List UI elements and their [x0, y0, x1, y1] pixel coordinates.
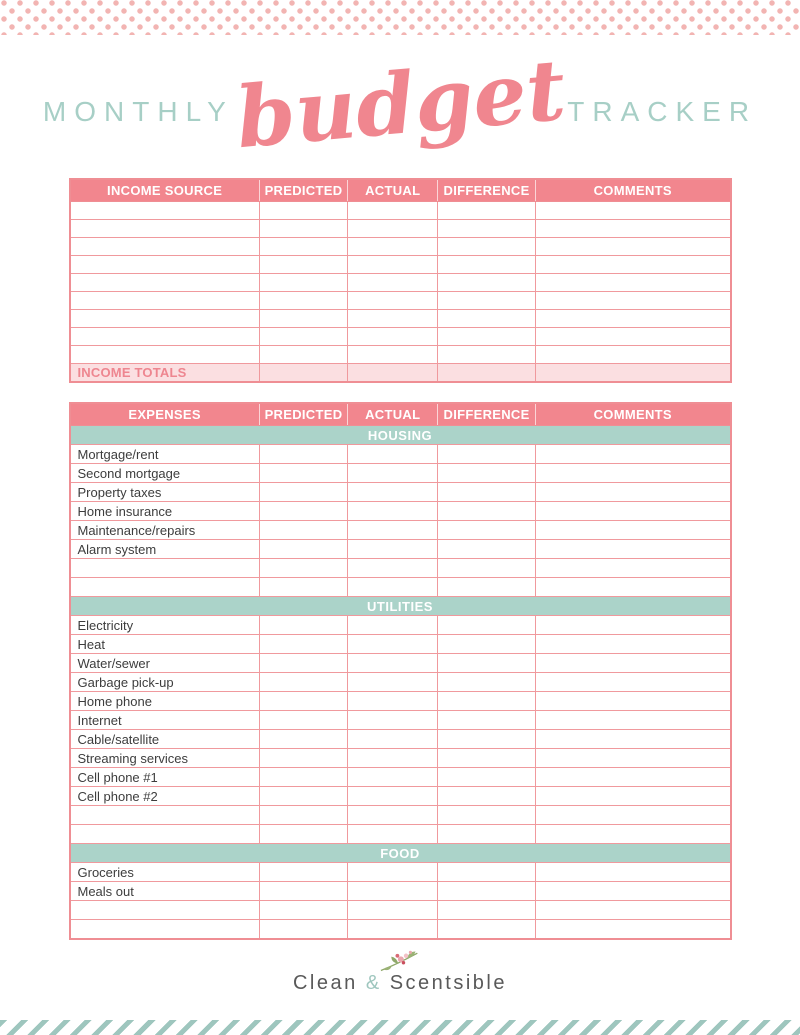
- value-cell: [535, 635, 730, 654]
- brand-ampersand: &: [365, 972, 382, 994]
- value-cell: [438, 749, 536, 768]
- expense-empty-row: [70, 559, 731, 578]
- income-header-comments: COMMENTS: [535, 179, 730, 202]
- expense-header-expenses: EXPENSES: [70, 403, 260, 426]
- value-cell: [438, 673, 536, 692]
- expense-item-row: [70, 730, 731, 749]
- value-cell: [535, 711, 730, 730]
- table-gap: [69, 383, 732, 402]
- label-cell: [70, 274, 260, 292]
- value-cell: [348, 346, 438, 364]
- value-cell: [438, 364, 536, 383]
- expense-header-predicted: PREDICTED: [259, 403, 348, 426]
- label-cell: Meals out: [70, 882, 260, 901]
- value-cell: [348, 238, 438, 256]
- value-cell: [535, 692, 730, 711]
- value-cell: [438, 806, 536, 825]
- value-cell: [259, 673, 348, 692]
- value-cell: [348, 292, 438, 310]
- label-cell: Property taxes: [70, 483, 260, 502]
- label-cell: Second mortgage: [70, 464, 260, 483]
- value-cell: [535, 654, 730, 673]
- value-cell: [259, 202, 348, 220]
- value-cell: [348, 521, 438, 540]
- value-cell: [438, 464, 536, 483]
- label-cell: Home insurance: [70, 502, 260, 521]
- value-cell: [348, 882, 438, 901]
- label-cell: [70, 220, 260, 238]
- value-cell: [259, 882, 348, 901]
- income-header-actual: ACTUAL: [348, 179, 438, 202]
- value-cell: [535, 310, 730, 328]
- value-cell: [438, 328, 536, 346]
- income-empty-row: [70, 238, 731, 256]
- value-cell: [438, 901, 536, 920]
- value-cell: [535, 806, 730, 825]
- value-cell: [259, 445, 348, 464]
- brand-word-clean: Clean: [292, 972, 358, 994]
- brand-name: [293, 972, 507, 995]
- label-cell: [70, 328, 260, 346]
- value-cell: [348, 901, 438, 920]
- value-cell: [348, 364, 438, 383]
- value-cell: [259, 328, 348, 346]
- label-cell: [70, 346, 260, 364]
- expense-header-difference: DIFFERENCE: [438, 403, 536, 426]
- value-cell: [348, 328, 438, 346]
- page-title: [0, 35, 800, 177]
- label-cell: Home phone: [70, 692, 260, 711]
- brand-word-scentsible: Scentsible: [389, 972, 507, 994]
- value-cell: [535, 292, 730, 310]
- value-cell: [348, 673, 438, 692]
- expense-item-row: [70, 540, 731, 559]
- budget-sheet: [69, 178, 732, 940]
- income-empty-row: [70, 274, 731, 292]
- value-cell: [535, 787, 730, 806]
- expense-item-row: [70, 882, 731, 901]
- section-banner-label: UTILITIES: [70, 597, 731, 616]
- value-cell: [259, 768, 348, 787]
- label-cell: [70, 202, 260, 220]
- value-cell: [259, 616, 348, 635]
- value-cell: [535, 464, 730, 483]
- value-cell: [348, 502, 438, 521]
- value-cell: [535, 673, 730, 692]
- title-monthly: MONTHLY: [42, 96, 234, 127]
- value-cell: [535, 346, 730, 364]
- label-cell: Garbage pick-up: [70, 673, 260, 692]
- value-cell: [259, 654, 348, 673]
- brand-footer: [0, 948, 800, 995]
- value-cell: [438, 220, 536, 238]
- income-header-source: INCOME SOURCE: [70, 179, 260, 202]
- diagonal-stripe-border: [0, 1020, 800, 1035]
- expense-item-row: [70, 464, 731, 483]
- label-cell: Mortgage/rent: [70, 445, 260, 464]
- label-cell: Cell phone #2: [70, 787, 260, 806]
- income-empty-row: [70, 346, 731, 364]
- polka-dot-border: [0, 0, 800, 35]
- expense-table: [69, 402, 732, 940]
- value-cell: [259, 749, 348, 768]
- income-empty-row: [70, 328, 731, 346]
- value-cell: [259, 806, 348, 825]
- income-empty-row: [70, 310, 731, 328]
- income-header-difference: DIFFERENCE: [438, 179, 536, 202]
- value-cell: [438, 730, 536, 749]
- value-cell: [438, 274, 536, 292]
- value-cell: [348, 730, 438, 749]
- label-cell: Heat: [70, 635, 260, 654]
- value-cell: [438, 292, 536, 310]
- label-cell: [70, 310, 260, 328]
- value-cell: [438, 654, 536, 673]
- income-header-predicted: PREDICTED: [259, 179, 348, 202]
- expense-item-row: [70, 483, 731, 502]
- value-cell: [348, 768, 438, 787]
- section-banner-label: HOUSING: [70, 426, 731, 445]
- label-cell: [70, 806, 260, 825]
- value-cell: [259, 711, 348, 730]
- value-cell: [438, 825, 536, 844]
- value-cell: [348, 202, 438, 220]
- value-cell: [535, 502, 730, 521]
- value-cell: [348, 464, 438, 483]
- value-cell: [438, 882, 536, 901]
- expense-item-row: [70, 521, 731, 540]
- value-cell: [348, 635, 438, 654]
- value-cell: [438, 238, 536, 256]
- income-empty-row: [70, 256, 731, 274]
- label-cell: Cell phone #1: [70, 768, 260, 787]
- value-cell: [438, 310, 536, 328]
- value-cell: [348, 749, 438, 768]
- expense-item-row: [70, 692, 731, 711]
- label-cell: Streaming services: [70, 749, 260, 768]
- value-cell: [348, 483, 438, 502]
- value-cell: [348, 863, 438, 882]
- value-cell: [348, 806, 438, 825]
- value-cell: [259, 787, 348, 806]
- value-cell: [535, 540, 730, 559]
- value-cell: [259, 220, 348, 238]
- value-cell: [535, 863, 730, 882]
- value-cell: [348, 920, 438, 940]
- expense-item-row: [70, 711, 731, 730]
- expense-header-comments: COMMENTS: [535, 403, 730, 426]
- value-cell: [438, 863, 536, 882]
- value-cell: [348, 578, 438, 597]
- label-cell: [70, 559, 260, 578]
- value-cell: [438, 521, 536, 540]
- expense-empty-row: [70, 920, 731, 940]
- income-empty-row: [70, 292, 731, 310]
- value-cell: [438, 787, 536, 806]
- value-cell: [348, 787, 438, 806]
- income-totals-row: [70, 364, 731, 383]
- label-cell: Maintenance/repairs: [70, 521, 260, 540]
- floral-sprig-icon: [374, 948, 426, 974]
- value-cell: [438, 920, 536, 940]
- title-tracker: TRACKER: [567, 96, 758, 127]
- expense-empty-row: [70, 578, 731, 597]
- value-cell: [348, 274, 438, 292]
- expense-item-row: [70, 768, 731, 787]
- label-cell: Cable/satellite: [70, 730, 260, 749]
- value-cell: [535, 274, 730, 292]
- value-cell: [348, 256, 438, 274]
- income-header-row: [70, 179, 731, 202]
- value-cell: [535, 749, 730, 768]
- value-cell: [535, 559, 730, 578]
- value-cell: [259, 920, 348, 940]
- value-cell: [348, 310, 438, 328]
- value-cell: [259, 292, 348, 310]
- value-cell: [535, 364, 730, 383]
- expense-empty-row: [70, 806, 731, 825]
- value-cell: [259, 540, 348, 559]
- value-cell: [259, 863, 348, 882]
- income-table: [69, 178, 732, 383]
- value-cell: [348, 711, 438, 730]
- value-cell: [535, 616, 730, 635]
- expense-header-actual: ACTUAL: [348, 403, 438, 426]
- value-cell: [348, 654, 438, 673]
- value-cell: [438, 692, 536, 711]
- label-cell: Water/sewer: [70, 654, 260, 673]
- value-cell: [259, 364, 348, 383]
- value-cell: [535, 825, 730, 844]
- expense-item-row: [70, 616, 731, 635]
- expense-item-row: [70, 749, 731, 768]
- label-cell: [70, 238, 260, 256]
- value-cell: [535, 920, 730, 940]
- value-cell: [535, 220, 730, 238]
- label-cell: [70, 825, 260, 844]
- value-cell: [535, 901, 730, 920]
- label-cell: Groceries: [70, 863, 260, 882]
- value-cell: [535, 521, 730, 540]
- value-cell: [259, 483, 348, 502]
- value-cell: [259, 464, 348, 483]
- value-cell: [259, 310, 348, 328]
- value-cell: [438, 445, 536, 464]
- value-cell: [438, 711, 536, 730]
- value-cell: [438, 346, 536, 364]
- section-banner-row: [70, 844, 731, 863]
- title-budget-script: budget: [232, 40, 569, 168]
- label-cell: [70, 578, 260, 597]
- value-cell: [535, 445, 730, 464]
- value-cell: [259, 825, 348, 844]
- value-cell: [535, 483, 730, 502]
- expense-item-row: [70, 635, 731, 654]
- section-banner-row: [70, 426, 731, 445]
- label-cell: Alarm system: [70, 540, 260, 559]
- expense-item-row: [70, 863, 731, 882]
- value-cell: [259, 256, 348, 274]
- expense-header-row: [70, 403, 731, 426]
- value-cell: [535, 256, 730, 274]
- value-cell: [535, 768, 730, 787]
- label-cell: [70, 292, 260, 310]
- expense-item-row: [70, 502, 731, 521]
- income-empty-row: [70, 220, 731, 238]
- value-cell: [348, 220, 438, 238]
- label-cell: [70, 256, 260, 274]
- value-cell: [259, 730, 348, 749]
- value-cell: [535, 730, 730, 749]
- value-cell: [438, 256, 536, 274]
- value-cell: [438, 540, 536, 559]
- value-cell: [348, 540, 438, 559]
- value-cell: [259, 578, 348, 597]
- income-empty-row: [70, 202, 731, 220]
- value-cell: [348, 445, 438, 464]
- value-cell: [438, 483, 536, 502]
- value-cell: [348, 559, 438, 578]
- value-cell: [438, 578, 536, 597]
- value-cell: [259, 635, 348, 654]
- value-cell: [259, 274, 348, 292]
- expense-item-row: [70, 445, 731, 464]
- value-cell: [259, 346, 348, 364]
- section-banner-row: [70, 597, 731, 616]
- value-cell: [259, 238, 348, 256]
- value-cell: [438, 635, 536, 654]
- expense-item-row: [70, 654, 731, 673]
- label-cell: [70, 901, 260, 920]
- value-cell: [348, 825, 438, 844]
- value-cell: [535, 238, 730, 256]
- value-cell: [259, 521, 348, 540]
- value-cell: [438, 616, 536, 635]
- value-cell: [438, 768, 536, 787]
- value-cell: [259, 901, 348, 920]
- value-cell: [535, 202, 730, 220]
- expense-item-row: [70, 787, 731, 806]
- value-cell: [438, 502, 536, 521]
- expense-item-row: [70, 673, 731, 692]
- value-cell: [259, 559, 348, 578]
- value-cell: [259, 692, 348, 711]
- value-cell: [438, 559, 536, 578]
- expense-empty-row: [70, 901, 731, 920]
- label-cell: INCOME TOTALS: [70, 364, 260, 383]
- label-cell: Electricity: [70, 616, 260, 635]
- expense-empty-row: [70, 825, 731, 844]
- label-cell: Internet: [70, 711, 260, 730]
- value-cell: [348, 616, 438, 635]
- value-cell: [348, 692, 438, 711]
- value-cell: [438, 202, 536, 220]
- value-cell: [535, 882, 730, 901]
- value-cell: [535, 578, 730, 597]
- section-banner-label: FOOD: [70, 844, 731, 863]
- label-cell: [70, 920, 260, 940]
- value-cell: [535, 328, 730, 346]
- value-cell: [259, 502, 348, 521]
